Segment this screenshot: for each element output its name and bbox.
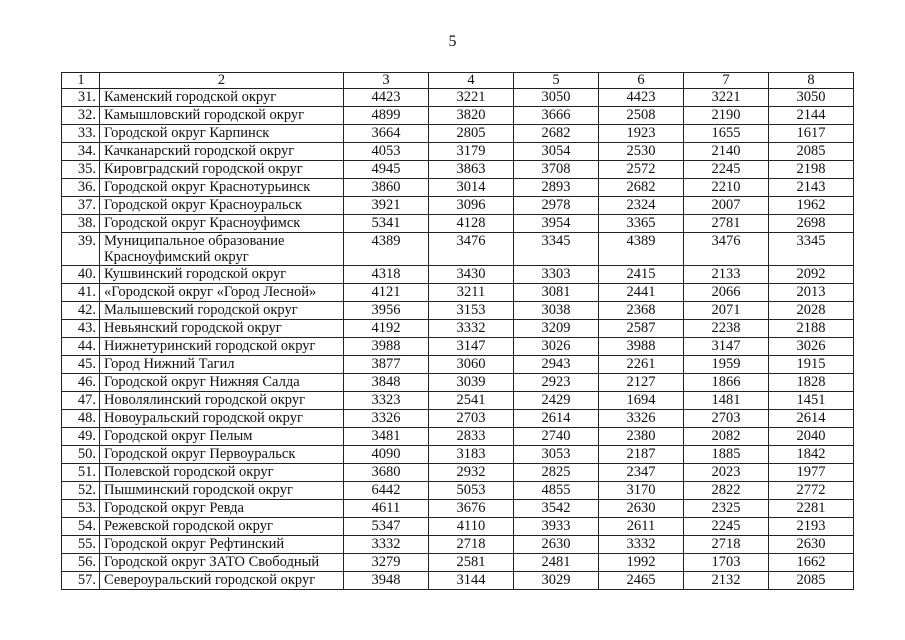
value-cell: 3050 xyxy=(769,89,854,107)
value-cell: 3183 xyxy=(429,446,514,464)
value-cell: 1915 xyxy=(769,356,854,374)
row-number: 55. xyxy=(62,536,100,554)
value-cell: 2013 xyxy=(769,284,854,302)
value-cell: 3666 xyxy=(514,107,599,125)
row-number: 56. xyxy=(62,554,100,572)
value-cell: 3096 xyxy=(429,197,514,215)
value-cell: 3221 xyxy=(684,89,769,107)
value-cell: 5347 xyxy=(344,518,429,536)
value-cell: 2441 xyxy=(599,284,684,302)
value-cell: 2380 xyxy=(599,428,684,446)
value-cell: 3060 xyxy=(429,356,514,374)
table-row xyxy=(62,284,854,302)
municipality-name: Каменский городской округ xyxy=(100,89,344,107)
row-number: 38. xyxy=(62,215,100,233)
value-cell: 2040 xyxy=(769,428,854,446)
municipality-name: Новоуральский городской округ xyxy=(100,410,344,428)
value-cell: 2923 xyxy=(514,374,599,392)
data-table xyxy=(61,72,854,590)
municipality-name: Город Нижний Тагил xyxy=(100,356,344,374)
value-cell: 3279 xyxy=(344,554,429,572)
value-cell: 4389 xyxy=(599,233,684,266)
value-cell: 1617 xyxy=(769,125,854,143)
value-cell: 2682 xyxy=(514,125,599,143)
value-cell: 2932 xyxy=(429,464,514,482)
row-number: 43. xyxy=(62,320,100,338)
value-cell: 2781 xyxy=(684,215,769,233)
row-number: 37. xyxy=(62,197,100,215)
value-cell: 3332 xyxy=(344,536,429,554)
table-row xyxy=(62,446,854,464)
value-cell: 2833 xyxy=(429,428,514,446)
value-cell: 2188 xyxy=(769,320,854,338)
value-cell: 1655 xyxy=(684,125,769,143)
municipality-name: Городской округ Рефтинский xyxy=(100,536,344,554)
value-cell: 3921 xyxy=(344,197,429,215)
value-cell: 1694 xyxy=(599,392,684,410)
value-cell: 2893 xyxy=(514,179,599,197)
table-row xyxy=(62,572,854,590)
value-cell: 4855 xyxy=(514,482,599,500)
row-number: 36. xyxy=(62,179,100,197)
table-row xyxy=(62,125,854,143)
table-row xyxy=(62,143,854,161)
value-cell: 3211 xyxy=(429,284,514,302)
municipality-name: Городской округ Краснотурьинск xyxy=(100,179,344,197)
municipality-name: Пышминский городской округ xyxy=(100,482,344,500)
value-cell: 3221 xyxy=(429,89,514,107)
row-number: 42. xyxy=(62,302,100,320)
municipality-name: Городской округ Первоуральск xyxy=(100,446,344,464)
value-cell: 2740 xyxy=(514,428,599,446)
municipality-name: Невьянский городской округ xyxy=(100,320,344,338)
value-cell: 3860 xyxy=(344,179,429,197)
value-cell: 2007 xyxy=(684,197,769,215)
municipality-name: Городской округ ЗАТО Свободный xyxy=(100,554,344,572)
row-number: 54. xyxy=(62,518,100,536)
value-cell: 1923 xyxy=(599,125,684,143)
value-cell: 2698 xyxy=(769,215,854,233)
value-cell: 3147 xyxy=(429,338,514,356)
value-cell: 2085 xyxy=(769,572,854,590)
value-cell: 3877 xyxy=(344,356,429,374)
table-row xyxy=(62,356,854,374)
value-cell: 3542 xyxy=(514,500,599,518)
value-cell: 2630 xyxy=(514,536,599,554)
value-cell: 2429 xyxy=(514,392,599,410)
row-number: 39. xyxy=(62,233,100,266)
value-cell: 1962 xyxy=(769,197,854,215)
row-number: 44. xyxy=(62,338,100,356)
value-cell: 3026 xyxy=(769,338,854,356)
value-cell: 3179 xyxy=(429,143,514,161)
value-cell: 3326 xyxy=(599,410,684,428)
value-cell: 1959 xyxy=(684,356,769,374)
value-cell: 2682 xyxy=(599,179,684,197)
value-cell: 4053 xyxy=(344,143,429,161)
value-cell: 4611 xyxy=(344,500,429,518)
table-row xyxy=(62,500,854,518)
value-cell: 6442 xyxy=(344,482,429,500)
value-cell: 2572 xyxy=(599,161,684,179)
table-row xyxy=(62,320,854,338)
value-cell: 2415 xyxy=(599,266,684,284)
table-row xyxy=(62,215,854,233)
value-cell: 4090 xyxy=(344,446,429,464)
table-row xyxy=(62,89,854,107)
value-cell: 3430 xyxy=(429,266,514,284)
municipality-name: Городской округ Красноуральск xyxy=(100,197,344,215)
value-cell: 3081 xyxy=(514,284,599,302)
value-cell: 2133 xyxy=(684,266,769,284)
municipality-name: Качканарский городской округ xyxy=(100,143,344,161)
row-number: 34. xyxy=(62,143,100,161)
value-cell: 2630 xyxy=(769,536,854,554)
value-cell: 3029 xyxy=(514,572,599,590)
row-number: 50. xyxy=(62,446,100,464)
table-row xyxy=(62,554,854,572)
row-number: 51. xyxy=(62,464,100,482)
value-cell: 3014 xyxy=(429,179,514,197)
value-cell: 3676 xyxy=(429,500,514,518)
value-cell: 3054 xyxy=(514,143,599,161)
municipality-name: Городской округ Красноуфимск xyxy=(100,215,344,233)
value-cell: 3988 xyxy=(599,338,684,356)
municipality-name: «Городской округ «Город Лесной» xyxy=(100,284,344,302)
table-row xyxy=(62,374,854,392)
value-cell: 2127 xyxy=(599,374,684,392)
municipality-name: Городской округ Нижняя Салда xyxy=(100,374,344,392)
municipality-name: Городской округ Ревда xyxy=(100,500,344,518)
value-cell: 4318 xyxy=(344,266,429,284)
value-cell: 3050 xyxy=(514,89,599,107)
value-cell: 4945 xyxy=(344,161,429,179)
value-cell: 4121 xyxy=(344,284,429,302)
value-cell: 5341 xyxy=(344,215,429,233)
value-cell: 2140 xyxy=(684,143,769,161)
value-cell: 3664 xyxy=(344,125,429,143)
value-cell: 2978 xyxy=(514,197,599,215)
value-cell: 2772 xyxy=(769,482,854,500)
value-cell: 4192 xyxy=(344,320,429,338)
column-header: 4 xyxy=(429,73,514,89)
value-cell: 3708 xyxy=(514,161,599,179)
municipality-name: Городской округ Карпинск xyxy=(100,125,344,143)
value-cell: 3345 xyxy=(514,233,599,266)
value-cell: 3323 xyxy=(344,392,429,410)
value-cell: 2210 xyxy=(684,179,769,197)
value-cell: 1481 xyxy=(684,392,769,410)
value-cell: 2508 xyxy=(599,107,684,125)
value-cell: 2587 xyxy=(599,320,684,338)
value-cell: 2822 xyxy=(684,482,769,500)
row-number: 48. xyxy=(62,410,100,428)
column-header: 7 xyxy=(684,73,769,89)
value-cell: 2481 xyxy=(514,554,599,572)
row-number: 53. xyxy=(62,500,100,518)
value-cell: 1866 xyxy=(684,374,769,392)
value-cell: 1842 xyxy=(769,446,854,464)
row-number: 33. xyxy=(62,125,100,143)
value-cell: 2805 xyxy=(429,125,514,143)
value-cell: 2198 xyxy=(769,161,854,179)
value-cell: 1451 xyxy=(769,392,854,410)
value-cell: 2703 xyxy=(429,410,514,428)
table-row xyxy=(62,179,854,197)
column-header: 5 xyxy=(514,73,599,89)
value-cell: 2261 xyxy=(599,356,684,374)
municipality-name: Камышловский городской округ xyxy=(100,107,344,125)
value-cell: 3345 xyxy=(769,233,854,266)
value-cell: 2071 xyxy=(684,302,769,320)
municipality-name: Полевской городской округ xyxy=(100,464,344,482)
table-row xyxy=(62,464,854,482)
value-cell: 3848 xyxy=(344,374,429,392)
municipality-name: Нижнетуринский городской округ xyxy=(100,338,344,356)
table-row xyxy=(62,197,854,215)
value-cell: 2281 xyxy=(769,500,854,518)
row-number: 47. xyxy=(62,392,100,410)
municipality-name: Малышевский городской округ xyxy=(100,302,344,320)
value-cell: 1992 xyxy=(599,554,684,572)
row-number: 35. xyxy=(62,161,100,179)
value-cell: 2325 xyxy=(684,500,769,518)
value-cell: 2092 xyxy=(769,266,854,284)
column-header: 8 xyxy=(769,73,854,89)
value-cell: 2703 xyxy=(684,410,769,428)
value-cell: 2193 xyxy=(769,518,854,536)
row-number: 32. xyxy=(62,107,100,125)
value-cell: 1977 xyxy=(769,464,854,482)
value-cell: 2085 xyxy=(769,143,854,161)
row-number: 46. xyxy=(62,374,100,392)
value-cell: 3038 xyxy=(514,302,599,320)
municipality-name: Кушвинский городской округ xyxy=(100,266,344,284)
value-cell: 4110 xyxy=(429,518,514,536)
page-number: 5 xyxy=(448,33,457,50)
value-cell: 1885 xyxy=(684,446,769,464)
row-number: 52. xyxy=(62,482,100,500)
value-cell: 2465 xyxy=(599,572,684,590)
value-cell: 3332 xyxy=(599,536,684,554)
value-cell: 4423 xyxy=(344,89,429,107)
value-cell: 2581 xyxy=(429,554,514,572)
value-cell: 2614 xyxy=(514,410,599,428)
municipality-name: Новолялинский городской округ xyxy=(100,392,344,410)
value-cell: 2132 xyxy=(684,572,769,590)
row-number: 31. xyxy=(62,89,100,107)
value-cell: 4389 xyxy=(344,233,429,266)
value-cell: 3326 xyxy=(344,410,429,428)
value-cell: 2187 xyxy=(599,446,684,464)
value-cell: 1662 xyxy=(769,554,854,572)
value-cell: 2245 xyxy=(684,161,769,179)
value-cell: 2023 xyxy=(684,464,769,482)
row-number: 41. xyxy=(62,284,100,302)
value-cell: 1703 xyxy=(684,554,769,572)
table-row xyxy=(62,107,854,125)
value-cell: 2066 xyxy=(684,284,769,302)
row-number: 40. xyxy=(62,266,100,284)
municipality-name: Режевской городской округ xyxy=(100,518,344,536)
table-row xyxy=(62,536,854,554)
value-cell: 3956 xyxy=(344,302,429,320)
value-cell: 2368 xyxy=(599,302,684,320)
value-cell: 5053 xyxy=(429,482,514,500)
value-cell: 3476 xyxy=(684,233,769,266)
value-cell: 2347 xyxy=(599,464,684,482)
value-cell: 3144 xyxy=(429,572,514,590)
value-cell: 3026 xyxy=(514,338,599,356)
value-cell: 4423 xyxy=(599,89,684,107)
value-cell: 2718 xyxy=(429,536,514,554)
value-cell: 3680 xyxy=(344,464,429,482)
table-row xyxy=(62,428,854,446)
value-cell: 2630 xyxy=(599,500,684,518)
municipality-name: Североуральский городской округ xyxy=(100,572,344,590)
value-cell: 2245 xyxy=(684,518,769,536)
table-row xyxy=(62,482,854,500)
table-row xyxy=(62,233,854,266)
value-cell: 2082 xyxy=(684,428,769,446)
value-cell: 3039 xyxy=(429,374,514,392)
value-cell: 2718 xyxy=(684,536,769,554)
table-row xyxy=(62,161,854,179)
row-number: 45. xyxy=(62,356,100,374)
value-cell: 3476 xyxy=(429,233,514,266)
municipality-name: Городской округ Пелым xyxy=(100,428,344,446)
table-row xyxy=(62,410,854,428)
value-cell: 3332 xyxy=(429,320,514,338)
table-row xyxy=(62,302,854,320)
value-cell: 3303 xyxy=(514,266,599,284)
municipality-name: Муниципальное образование Красноуфимский округ xyxy=(100,233,344,266)
value-cell: 3933 xyxy=(514,518,599,536)
column-header: 3 xyxy=(344,73,429,89)
value-cell: 2324 xyxy=(599,197,684,215)
header-row xyxy=(62,73,854,89)
value-cell: 2028 xyxy=(769,302,854,320)
table-row xyxy=(62,392,854,410)
value-cell: 3948 xyxy=(344,572,429,590)
value-cell: 3863 xyxy=(429,161,514,179)
value-cell: 1828 xyxy=(769,374,854,392)
table-row xyxy=(62,266,854,284)
value-cell: 4128 xyxy=(429,215,514,233)
value-cell: 2144 xyxy=(769,107,854,125)
column-header: 1 xyxy=(62,73,100,89)
column-header: 6 xyxy=(599,73,684,89)
value-cell: 3365 xyxy=(599,215,684,233)
row-number: 57. xyxy=(62,572,100,590)
value-cell: 2943 xyxy=(514,356,599,374)
value-cell: 3820 xyxy=(429,107,514,125)
value-cell: 2541 xyxy=(429,392,514,410)
value-cell: 2190 xyxy=(684,107,769,125)
value-cell: 3147 xyxy=(684,338,769,356)
value-cell: 4899 xyxy=(344,107,429,125)
row-number: 49. xyxy=(62,428,100,446)
value-cell: 3170 xyxy=(599,482,684,500)
value-cell: 3153 xyxy=(429,302,514,320)
value-cell: 3954 xyxy=(514,215,599,233)
municipality-name: Кировградский городской округ xyxy=(100,161,344,179)
value-cell: 2825 xyxy=(514,464,599,482)
table-row xyxy=(62,518,854,536)
table-row xyxy=(62,338,854,356)
value-cell: 3481 xyxy=(344,428,429,446)
value-cell: 3988 xyxy=(344,338,429,356)
value-cell: 2143 xyxy=(769,179,854,197)
value-cell: 2611 xyxy=(599,518,684,536)
value-cell: 2530 xyxy=(599,143,684,161)
value-cell: 3053 xyxy=(514,446,599,464)
value-cell: 3209 xyxy=(514,320,599,338)
value-cell: 2614 xyxy=(769,410,854,428)
column-header: 2 xyxy=(100,73,344,89)
value-cell: 2238 xyxy=(684,320,769,338)
